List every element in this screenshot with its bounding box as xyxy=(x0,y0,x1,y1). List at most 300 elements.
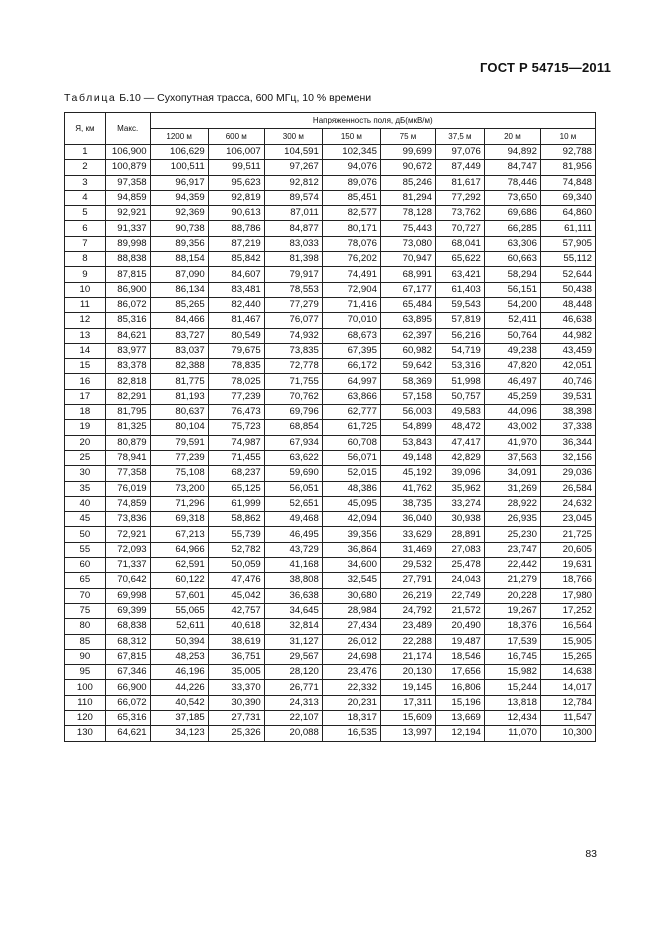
field-strength-cell: 63,622 xyxy=(264,450,322,465)
field-strength-cell: 80,637 xyxy=(150,405,208,420)
field-strength-cell: 18,766 xyxy=(540,573,595,588)
max-value-cell: 97,358 xyxy=(105,175,150,190)
field-strength-cell: 92,819 xyxy=(208,190,264,205)
field-strength-cell: 27,731 xyxy=(208,710,264,725)
field-strength-cell: 42,094 xyxy=(322,512,380,527)
field-strength-cell: 15,905 xyxy=(540,634,595,649)
table-row xyxy=(65,542,596,557)
field-strength-cell: 78,128 xyxy=(380,206,435,221)
table-row xyxy=(65,710,596,725)
field-strength-cell: 37,563 xyxy=(484,450,540,465)
field-strength-cell: 25,478 xyxy=(435,558,484,573)
column-header-height: 150 м xyxy=(322,129,380,145)
field-strength-cell: 33,370 xyxy=(208,680,264,695)
field-strength-cell: 52,782 xyxy=(208,542,264,557)
max-value-cell: 74,859 xyxy=(105,496,150,511)
max-value-cell: 69,998 xyxy=(105,588,150,603)
field-strength-cell: 70,727 xyxy=(435,221,484,236)
max-value-cell: 66,072 xyxy=(105,695,150,710)
field-strength-cell: 53,843 xyxy=(380,435,435,450)
field-strength-cell: 25,326 xyxy=(208,726,264,741)
field-strength-cell: 69,796 xyxy=(264,405,322,420)
field-strength-cell: 102,345 xyxy=(322,145,380,160)
field-strength-cell: 12,194 xyxy=(435,726,484,741)
field-strength-cell: 76,202 xyxy=(322,252,380,267)
field-strength-cell: 61,403 xyxy=(435,282,484,297)
field-strength-cell: 73,650 xyxy=(484,190,540,205)
field-strength-cell: 47,417 xyxy=(435,435,484,450)
field-strength-cell: 73,080 xyxy=(380,236,435,251)
field-strength-cell: 84,877 xyxy=(264,221,322,236)
table-row xyxy=(65,420,596,435)
field-strength-cell: 28,891 xyxy=(435,527,484,542)
field-strength-cell: 22,107 xyxy=(264,710,322,725)
field-strength-cell: 76,077 xyxy=(264,313,322,328)
field-strength-cell: 44,096 xyxy=(484,405,540,420)
field-strength-cell: 58,862 xyxy=(208,512,264,527)
column-group-header-field-strength: Напряженность поля, дБ(мкВ/м) xyxy=(150,113,595,129)
field-strength-cell: 63,421 xyxy=(435,267,484,282)
field-strength-cell: 48,386 xyxy=(322,481,380,496)
field-strength-cell: 32,545 xyxy=(322,573,380,588)
field-strength-cell: 16,535 xyxy=(322,726,380,741)
table-row xyxy=(65,527,596,542)
field-strength-cell: 40,542 xyxy=(150,695,208,710)
table-row xyxy=(65,297,596,312)
field-strength-cell: 21,725 xyxy=(540,527,595,542)
table-row xyxy=(65,160,596,175)
field-strength-cell: 51,998 xyxy=(435,374,484,389)
field-strength-cell: 57,158 xyxy=(380,389,435,404)
field-strength-cell: 54,899 xyxy=(380,420,435,435)
field-strength-cell: 36,344 xyxy=(540,435,595,450)
max-value-cell: 83,977 xyxy=(105,343,150,358)
field-strength-cell: 38,735 xyxy=(380,496,435,511)
field-strength-cell: 17,252 xyxy=(540,603,595,618)
field-strength-cell: 46,638 xyxy=(540,313,595,328)
field-strength-cell: 80,104 xyxy=(150,420,208,435)
field-strength-cell: 84,747 xyxy=(484,160,540,175)
field-strength-cell: 74,987 xyxy=(208,435,264,450)
table-row xyxy=(65,190,596,205)
field-strength-cell: 14,638 xyxy=(540,665,595,680)
table-row xyxy=(65,145,596,160)
field-strength-cell: 74,491 xyxy=(322,267,380,282)
field-strength-cell: 81,617 xyxy=(435,175,484,190)
column-header-height: 1200 м xyxy=(150,129,208,145)
field-strength-cell: 92,369 xyxy=(150,206,208,221)
table-row xyxy=(65,221,596,236)
max-value-cell: 84,621 xyxy=(105,328,150,343)
field-strength-cell: 67,934 xyxy=(264,435,322,450)
table-caption-text: Б.10 — Сухопутная трасса, 600 МГц, 10 % времени xyxy=(116,92,372,104)
field-strength-cell: 26,771 xyxy=(264,680,322,695)
column-header-height: 37,5 м xyxy=(435,129,484,145)
distance-cell: 16 xyxy=(65,374,106,389)
field-strength-cell: 97,076 xyxy=(435,145,484,160)
field-strength-cell: 100,511 xyxy=(150,160,208,175)
max-value-cell: 67,346 xyxy=(105,665,150,680)
field-strength-cell: 20,088 xyxy=(264,726,322,741)
field-strength-cell: 21,572 xyxy=(435,603,484,618)
field-strength-cell: 69,318 xyxy=(150,512,208,527)
field-strength-cell: 20,490 xyxy=(435,619,484,634)
field-strength-cell: 99,511 xyxy=(208,160,264,175)
table-caption xyxy=(64,92,371,104)
max-value-cell: 66,900 xyxy=(105,680,150,695)
field-strength-cell: 50,764 xyxy=(484,328,540,343)
field-strength-cell: 15,196 xyxy=(435,695,484,710)
column-header-height: 20 м xyxy=(484,129,540,145)
field-strength-cell: 15,265 xyxy=(540,649,595,664)
field-strength-cell: 26,584 xyxy=(540,481,595,496)
max-value-cell: 80,879 xyxy=(105,435,150,450)
table-row xyxy=(65,282,596,297)
field-strength-cell: 43,459 xyxy=(540,343,595,358)
field-strength-cell: 30,680 xyxy=(322,588,380,603)
field-strength-cell: 68,673 xyxy=(322,328,380,343)
max-value-cell: 70,642 xyxy=(105,573,150,588)
field-strength-cell: 95,623 xyxy=(208,175,264,190)
field-strength-cell: 67,395 xyxy=(322,343,380,358)
max-value-cell: 73,836 xyxy=(105,512,150,527)
distance-cell: 19 xyxy=(65,420,106,435)
field-strength-cell: 48,472 xyxy=(435,420,484,435)
max-value-cell: 82,818 xyxy=(105,374,150,389)
table-row xyxy=(65,328,596,343)
field-strength-cell: 33,274 xyxy=(435,496,484,511)
field-strength-cell: 45,095 xyxy=(322,496,380,511)
table-row xyxy=(65,573,596,588)
field-strength-cell: 32,814 xyxy=(264,619,322,634)
field-strength-cell: 55,112 xyxy=(540,252,595,267)
field-strength-cell: 39,531 xyxy=(540,389,595,404)
max-value-cell: 106,900 xyxy=(105,145,150,160)
field-strength-cell: 81,294 xyxy=(380,190,435,205)
field-strength-cell: 18,317 xyxy=(322,710,380,725)
field-strength-cell: 85,451 xyxy=(322,190,380,205)
distance-cell: 10 xyxy=(65,282,106,297)
field-strength-cell: 29,036 xyxy=(540,466,595,481)
field-strength-cell: 72,904 xyxy=(322,282,380,297)
field-strength-cell: 45,042 xyxy=(208,588,264,603)
table-body xyxy=(65,145,596,742)
field-strength-cell: 83,481 xyxy=(208,282,264,297)
distance-cell: 6 xyxy=(65,221,106,236)
field-strength-cell: 24,313 xyxy=(264,695,322,710)
field-strength-cell: 68,041 xyxy=(435,236,484,251)
field-strength-cell: 12,434 xyxy=(484,710,540,725)
table-row xyxy=(65,634,596,649)
field-strength-cell: 24,632 xyxy=(540,496,595,511)
field-strength-cell: 17,656 xyxy=(435,665,484,680)
field-strength-cell: 56,051 xyxy=(264,481,322,496)
field-strength-cell: 60,663 xyxy=(484,252,540,267)
distance-cell: 12 xyxy=(65,313,106,328)
field-strength-cell: 71,416 xyxy=(322,297,380,312)
field-strength-cell: 81,398 xyxy=(264,252,322,267)
max-value-cell: 83,378 xyxy=(105,359,150,374)
field-strength-cell: 16,745 xyxy=(484,649,540,664)
distance-cell: 7 xyxy=(65,236,106,251)
field-strength-cell: 90,738 xyxy=(150,221,208,236)
table-row xyxy=(65,466,596,481)
field-strength-cell: 29,567 xyxy=(264,649,322,664)
field-strength-cell: 33,629 xyxy=(380,527,435,542)
max-value-cell: 78,941 xyxy=(105,450,150,465)
field-strength-cell: 54,200 xyxy=(484,297,540,312)
max-value-cell: 91,337 xyxy=(105,221,150,236)
field-strength-cell: 85,842 xyxy=(208,252,264,267)
field-strength-cell: 83,033 xyxy=(264,236,322,251)
field-strength-cell: 89,076 xyxy=(322,175,380,190)
table-row xyxy=(65,435,596,450)
column-header-max: Макс. xyxy=(105,113,150,145)
field-strength-cell: 31,127 xyxy=(264,634,322,649)
distance-cell: 11 xyxy=(65,297,106,312)
field-strength-cell: 46,495 xyxy=(264,527,322,542)
field-strength-cell: 22,749 xyxy=(435,588,484,603)
field-strength-cell: 26,219 xyxy=(380,588,435,603)
table-row xyxy=(65,588,596,603)
field-strength-cell: 22,332 xyxy=(322,680,380,695)
field-strength-cell: 71,455 xyxy=(208,450,264,465)
max-value-cell: 77,358 xyxy=(105,466,150,481)
field-strength-cell: 23,489 xyxy=(380,619,435,634)
distance-cell: 110 xyxy=(65,695,106,710)
field-strength-cell: 30,390 xyxy=(208,695,264,710)
max-value-cell: 89,998 xyxy=(105,236,150,251)
field-strength-cell: 15,609 xyxy=(380,710,435,725)
field-strength-cell: 68,991 xyxy=(380,267,435,282)
field-strength-cell: 23,476 xyxy=(322,665,380,680)
max-value-cell: 72,921 xyxy=(105,527,150,542)
field-strength-cell: 74,932 xyxy=(264,328,322,343)
field-strength-cell: 52,651 xyxy=(264,496,322,511)
field-strength-cell: 77,292 xyxy=(435,190,484,205)
field-strength-cell: 53,316 xyxy=(435,359,484,374)
distance-cell: 14 xyxy=(65,343,106,358)
distance-cell: 45 xyxy=(65,512,106,527)
field-strength-cell: 36,040 xyxy=(380,512,435,527)
table-row xyxy=(65,695,596,710)
field-strength-cell: 40,618 xyxy=(208,619,264,634)
field-strength-cell: 94,359 xyxy=(150,190,208,205)
distance-cell: 60 xyxy=(65,558,106,573)
max-value-cell: 85,316 xyxy=(105,313,150,328)
field-strength-cell: 36,751 xyxy=(208,649,264,664)
field-strength-cell: 59,543 xyxy=(435,297,484,312)
field-strength-cell: 26,935 xyxy=(484,512,540,527)
distance-cell: 130 xyxy=(65,726,106,741)
field-strength-cell: 58,369 xyxy=(380,374,435,389)
distance-cell: 85 xyxy=(65,634,106,649)
field-strength-cell: 79,591 xyxy=(150,435,208,450)
field-strength-cell: 19,145 xyxy=(380,680,435,695)
field-strength-cell: 81,193 xyxy=(150,389,208,404)
field-strength-cell: 74,848 xyxy=(540,175,595,190)
field-strength-cell: 42,051 xyxy=(540,359,595,374)
field-strength-cell: 11,547 xyxy=(540,710,595,725)
table-row xyxy=(65,236,596,251)
field-strength-cell: 88,786 xyxy=(208,221,264,236)
max-value-cell: 81,325 xyxy=(105,420,150,435)
distance-cell: 20 xyxy=(65,435,106,450)
field-strength-cell: 43,002 xyxy=(484,420,540,435)
field-strength-cell: 52,015 xyxy=(322,466,380,481)
field-strength-cell: 70,010 xyxy=(322,313,380,328)
field-strength-cell: 64,966 xyxy=(150,542,208,557)
field-strength-cell: 84,607 xyxy=(208,267,264,282)
max-value-cell: 86,900 xyxy=(105,282,150,297)
field-strength-cell: 43,729 xyxy=(264,542,322,557)
field-strength-cell: 49,583 xyxy=(435,405,484,420)
field-strength-cell: 37,338 xyxy=(540,420,595,435)
field-strength-cell: 14,017 xyxy=(540,680,595,695)
field-strength-cell: 90,613 xyxy=(208,206,264,221)
field-strength-cell: 45,259 xyxy=(484,389,540,404)
table-row xyxy=(65,665,596,680)
field-strength-cell: 27,434 xyxy=(322,619,380,634)
field-strength-table xyxy=(64,112,596,742)
field-strength-cell: 77,279 xyxy=(264,297,322,312)
field-strength-cell: 71,755 xyxy=(264,374,322,389)
field-strength-cell: 28,984 xyxy=(322,603,380,618)
field-strength-cell: 61,725 xyxy=(322,420,380,435)
field-strength-cell: 94,076 xyxy=(322,160,380,175)
field-strength-cell: 41,168 xyxy=(264,558,322,573)
max-value-cell: 67,815 xyxy=(105,649,150,664)
field-strength-cell: 82,440 xyxy=(208,297,264,312)
field-strength-cell: 69,686 xyxy=(484,206,540,221)
max-value-cell: 76,019 xyxy=(105,481,150,496)
field-strength-cell: 64,997 xyxy=(322,374,380,389)
table-row xyxy=(65,313,596,328)
field-strength-cell: 34,600 xyxy=(322,558,380,573)
field-strength-cell: 82,388 xyxy=(150,359,208,374)
field-strength-cell: 65,622 xyxy=(435,252,484,267)
field-strength-cell: 13,669 xyxy=(435,710,484,725)
field-strength-cell: 81,467 xyxy=(208,313,264,328)
table-row xyxy=(65,649,596,664)
distance-cell: 90 xyxy=(65,649,106,664)
field-strength-cell: 96,917 xyxy=(150,175,208,190)
field-strength-cell: 38,808 xyxy=(264,573,322,588)
field-strength-cell: 56,003 xyxy=(380,405,435,420)
distance-cell: 4 xyxy=(65,190,106,205)
field-strength-cell: 77,239 xyxy=(150,450,208,465)
field-strength-cell: 58,294 xyxy=(484,267,540,282)
field-strength-cell: 16,806 xyxy=(435,680,484,695)
field-strength-cell: 94,892 xyxy=(484,145,540,160)
field-strength-cell: 37,185 xyxy=(150,710,208,725)
field-strength-cell: 59,690 xyxy=(264,466,322,481)
field-strength-cell: 24,792 xyxy=(380,603,435,618)
field-strength-cell: 47,820 xyxy=(484,359,540,374)
max-value-cell: 87,815 xyxy=(105,267,150,282)
field-strength-cell: 97,267 xyxy=(264,160,322,175)
field-strength-cell: 39,356 xyxy=(322,527,380,542)
field-strength-cell: 89,356 xyxy=(150,236,208,251)
distance-cell: 65 xyxy=(65,573,106,588)
field-strength-cell: 36,638 xyxy=(264,588,322,603)
field-strength-cell: 66,172 xyxy=(322,359,380,374)
field-strength-cell: 70,762 xyxy=(264,389,322,404)
distance-cell: 9 xyxy=(65,267,106,282)
field-strength-cell: 75,108 xyxy=(150,466,208,481)
field-strength-cell: 99,699 xyxy=(380,145,435,160)
field-strength-cell: 82,577 xyxy=(322,206,380,221)
field-strength-cell: 23,747 xyxy=(484,542,540,557)
distance-cell: 25 xyxy=(65,450,106,465)
table-caption-label: Таблица xyxy=(64,92,117,104)
field-strength-cell: 73,835 xyxy=(264,343,322,358)
field-strength-cell: 75,443 xyxy=(380,221,435,236)
field-strength-cell: 80,549 xyxy=(208,328,264,343)
field-strength-cell: 76,473 xyxy=(208,405,264,420)
field-strength-cell: 57,905 xyxy=(540,236,595,251)
field-strength-cell: 47,476 xyxy=(208,573,264,588)
field-strength-cell: 68,854 xyxy=(264,420,322,435)
field-strength-cell: 78,025 xyxy=(208,374,264,389)
column-header-height: 10 м xyxy=(540,129,595,145)
distance-cell: 8 xyxy=(65,252,106,267)
field-strength-cell: 46,497 xyxy=(484,374,540,389)
table-row xyxy=(65,405,596,420)
distance-cell: 30 xyxy=(65,466,106,481)
field-strength-cell: 49,468 xyxy=(264,512,322,527)
field-strength-cell: 31,269 xyxy=(484,481,540,496)
max-value-cell: 100,879 xyxy=(105,160,150,175)
field-strength-cell: 65,484 xyxy=(380,297,435,312)
field-strength-cell: 10,300 xyxy=(540,726,595,741)
field-strength-cell: 80,171 xyxy=(322,221,380,236)
field-strength-cell: 55,739 xyxy=(208,527,264,542)
field-strength-cell: 52,411 xyxy=(484,313,540,328)
field-strength-cell: 11,070 xyxy=(484,726,540,741)
field-strength-cell: 42,829 xyxy=(435,450,484,465)
field-strength-cell: 49,238 xyxy=(484,343,540,358)
max-value-cell: 92,921 xyxy=(105,206,150,221)
field-strength-cell: 65,125 xyxy=(208,481,264,496)
field-strength-cell: 73,200 xyxy=(150,481,208,496)
field-strength-cell: 18,546 xyxy=(435,649,484,664)
field-strength-cell: 16,564 xyxy=(540,619,595,634)
field-strength-cell: 78,553 xyxy=(264,282,322,297)
distance-cell: 80 xyxy=(65,619,106,634)
field-strength-cell: 50,757 xyxy=(435,389,484,404)
field-strength-table-container xyxy=(64,112,596,742)
field-strength-cell: 26,012 xyxy=(322,634,380,649)
distance-cell: 2 xyxy=(65,160,106,175)
field-strength-cell: 34,645 xyxy=(264,603,322,618)
field-strength-cell: 81,956 xyxy=(540,160,595,175)
table-row xyxy=(65,252,596,267)
field-strength-cell: 85,265 xyxy=(150,297,208,312)
field-strength-cell: 89,574 xyxy=(264,190,322,205)
field-strength-cell: 38,619 xyxy=(208,634,264,649)
field-strength-cell: 62,591 xyxy=(150,558,208,573)
field-strength-cell: 41,762 xyxy=(380,481,435,496)
field-strength-cell: 92,788 xyxy=(540,145,595,160)
column-header-height: 600 м xyxy=(208,129,264,145)
table-row xyxy=(65,175,596,190)
max-value-cell: 86,072 xyxy=(105,297,150,312)
field-strength-cell: 39,096 xyxy=(435,466,484,481)
field-strength-cell: 83,037 xyxy=(150,343,208,358)
table-row xyxy=(65,512,596,527)
field-strength-cell: 15,244 xyxy=(484,680,540,695)
